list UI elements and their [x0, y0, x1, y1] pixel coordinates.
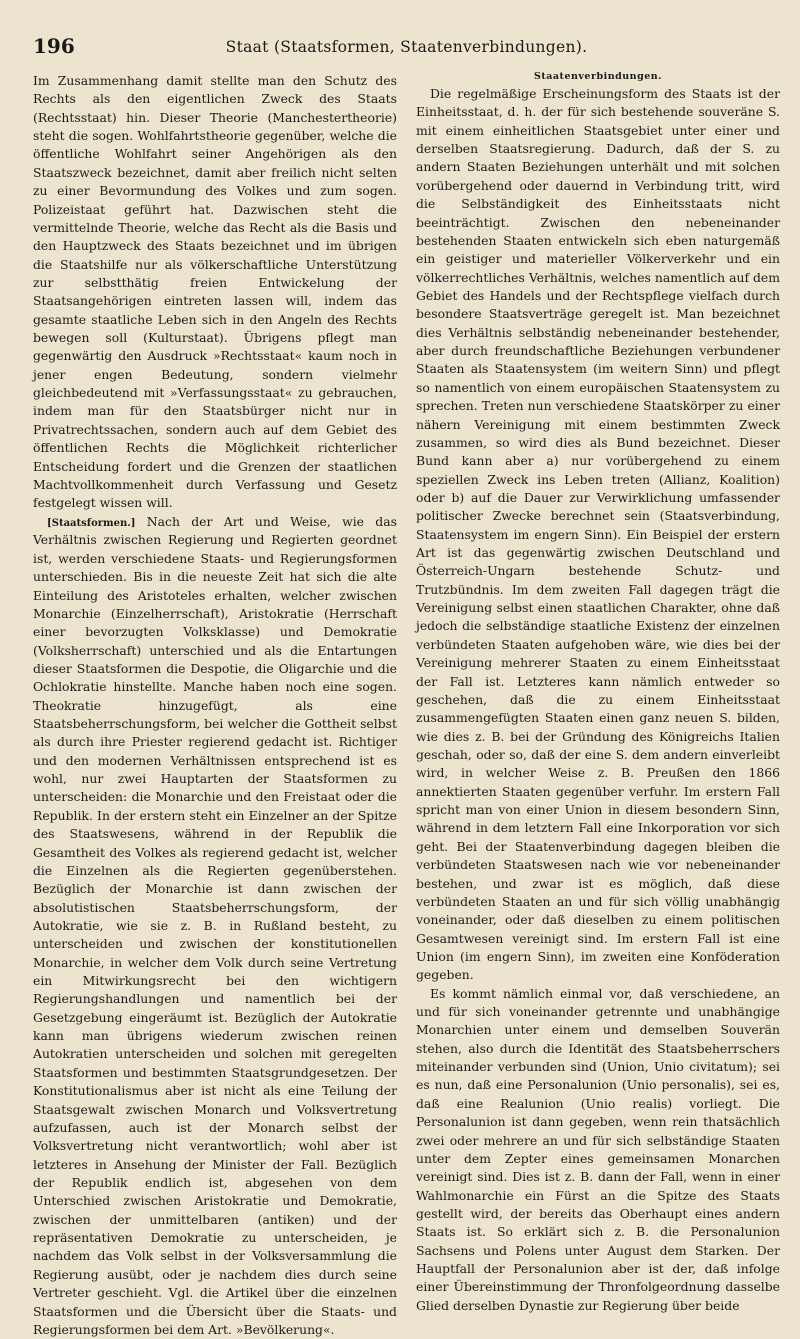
paragraph: Die regelmäßige Erscheinungsform des Staats ist der Einheitsstaat, d. h. der für sich bestehende souveräne S. mit einem einheitlichen Staatsgebiet unter einer und derselben Staatsregierung. Dadurch, daß der S. zu andern Staaten Beziehungen unterhält und mit solchen vorübergehend oder dauernd in Verbindung tritt, wird die Selbständigkeit des Einheitsstaats nicht beeinträchtigt. Zwischen den nebeneinander bestehenden Staaten entwickeln sich eben naturgemäß ein geistiger und materieller Völkerverkehr und ein völkerrechtliches Verhältnis, welches namentlich auf dem Gebiet des Handels und der Rechtspflege vielfach durch besondere Staatsverträge geregelt ist. Man bezeichnet dies Verhältnis selbständig nebeneinander bestehender, aber durch freundschaftliche Beziehungen verbundener Staaten als Staatensystem (im weitern Sinn) und pflegt so namentlich von einem europäischen Staatensystem zu sprechen. Treten nun verschiedene Staatskörper zu einer nähern Vereinigung mit einem bestimmten Zweck zusammen, so wird dies als Bund bezeichnet. Dieser Bund kann aber a) nur vorübergehend zu einem speziellen Zweck ins Leben treten (Allianz, Koalition) oder b) auf die Dauer zur Verwirklichung umfassender politischer Zwecke berechnet sein (Staatsverbindung, Staatensystem im engern Sinn). Ein Beispiel der erstern Art ist das gegenwärtig zwischen Deutschland und Österreich-Ungarn bestehende Schutz- und Trutzbündnis. Im dem zweiten Fall dagegen trägt die Vereinigung selbst einen staatlichen Charakter, ohne daß jedoch die selbständige staatliche Existenz der einzelnen verbündeten Staaten aufgehoben wäre, wie dies bei der Vereinigung mehrerer Staaten zu einem Einheitsstaat der Fall ist. Letzteres kann nämlich entweder so geschehen, daß die zu einem Einheitsstaat zusammengefügten Staaten einen ganz neuen S. bilden, wie dies z. B. bei der Gründung des Königreichs Italien geschah, oder so, daß der eine S. dem andern einverleibt wird, in welcher Weise z. B. Preußen den 1866 annektierten Staaten gegenüber verfuhr. Im erstern Fall spricht man von einer Union in diesem besondern Sinn, während in dem letztern Fall eine Inkorporation vor sich geht. Bei der Staatenverbindung dagegen bleiben die verbündeten Staatswesen nach wie vor nebeneinander bestehen, und zwar ist es möglich, daß diese verbündeten Staaten an und für sich völlig unabhängig voneinander, oder daß dieselben zu einem politischen Gesamtwesen vereinigt sind. Im erstern Fall ist eine Union (im engern Sinn), im zweiten eine Konföderation gegeben. — [416, 86, 780, 983]
text-columns — [33, 72, 780, 1339]
running-head: Staat (Staatsformen, Staatenverbindungen). — [225, 38, 588, 56]
page-number: 196 — [33, 34, 75, 58]
paragraph — [33, 513, 397, 1339]
paragraph-text: Nach der Art und Weise, wie das Verhältnis zwischen Regierung und Regierten geordnet ist, werden verschiedene Staats- und Regierungsformen unterschieden. Bis in die neueste Zeit hat sich die alte Einteilung des Aristoteles erhalten, welcher zwischen Monarchie (Einzelherrschaft), Aristokratie (Herrschaft einer bevorzugten Volksklasse) und Demokratie (Volksherrschaft) unterschied und als die Entartungen dieser Staatsformen die Despotie, die Oligarchie und die Ochlokratie hinstellte. Manche haben noch eine sogen. Theokratie hinzugefügt, als eine Staatsbeherrschungsform, bei welcher die Gottheit selbst als durch ihre Priester regierend gedacht ist. Richtiger und den modernen Verhältnissen entsprechend ist es wohl, nur zwei Hauptarten der Staatsformen zu unterscheiden: die Monarchie und den Freistaat oder die Republik. In der erstern steht ein Einzelner an der Spitze des Staatswesens, während in der Republik die Gesamtheit des Volkes als regierend gedacht ist, welcher die Einzelnen als die Regierten gegenüberstehen. Bezüglich der Monarchie ist dann zwischen der absolutistischen Staatsbeherrschungsform, der Autokratie, wie sie z. B. in Rußland besteht, zu unterscheiden und zwischen der konstitutionellen Monarchie, in welcher dem Volk durch seine Vertretung ein Mitwirkungsrecht bei den wichtigern Regierungshandlungen und namentlich bei der Gesetzgebung eingeräumt ist. Bezüglich der Autokratie kann man übrigens wiederum zwischen reinen Autokratien unterscheiden und solchen mit geregelten Staatsformen und bestimmten Staatsgrundgesetzen. Der Konstitutionalismus aber ist nicht als eine Teilung der Staatsgewalt zwischen Monarch und Volksvertretung aufzufassen, auch ist der Monarch selbst der Volksvertretung nicht verantwortlich; wohl aber ist letzteres in Ansehung der Minister der Fall. Bezüglich der Republik endlich ist, abgesehen von dem Unterschied zwischen Aristokratie und Demokratie, zwischen der unmittelbaren (antiken) und der repräsentativen Demokratie zu unterscheiden, je nachdem das Volk selbst in der Volksversammlung die Regierung ausübt, oder je nachdem dies durch seine Vertreter geschieht. Vgl. die Artikel über die einzelnen Staatsformen und die Übersicht über die Staats- und Regierungsformen bei dem Art. »Bevölkerung«. — [33, 513, 397, 1337]
page-header — [33, 34, 780, 68]
paragraph-heading: [Staatsformen.] — [47, 517, 136, 529]
paragraph: Es kommt nämlich einmal vor, daß verschiedene, an und für sich voneinander getrennte und unabhängige Monarchien unter einem und demselben Souverän stehen, also durch die Identität des Staatsbeherrschers miteinander verbunden sind (Union, Unio civitatum); sei es nun, daß eine Personalunion (Unio personalis), sei es, daß eine Realunion (Unio realis) vorliegt. Die Personalunion ist dann gegeben, wenn rein thatsächlich zwei oder mehrere an und für sich selbständige Staaten unter dem Zepter eines gemeinsamen Monarchen vereinigt sind. Dies ist z. B. dann der Fall, wenn in einer Wahlmonarchie ein Fürst an die Spitze des Staats gestellt wird, der bereits das Oberhaupt eines andern Staats ist. So erklärt sich z. B. die Personalunion Sachsens und Polens unter August dem Starken. Der Hauptfall der Personalunion aber ist der, daß infolge einer Übereinstimmung der Thronfolgeordnung dasselbe Glied derselben Dynastie zur Regierung über beide — [416, 985, 780, 1313]
section-heading: Staatenverbindungen. — [534, 71, 662, 82]
left-column — [33, 72, 397, 1339]
right-column — [416, 72, 780, 1339]
paragraph: Im Zusammenhang damit stellte man den Schutz des Rechts als den eigentlichen Zweck des Staats (Rechtsstaat) hin. Dieser Theorie (Manchestertheorie) steht die sogen. Wohlfahrtstheorie gegenüber, welche die öffentliche Wohlfahrt seiner Angehörigen als den Staatszweck bezeichnet, damit aber freilich nicht selten zu einer Bevormundung des Volkes und zum sogen. Polizeistaat geführt hat. Dazwischen steht die vermittelnde Theorie, welche das Recht als die Basis und den Hauptzweck des Staats bezeichnet und im übrigen die Staatshilfe nur als völkerschaftliche Unterstützung zur selbstthätig freien Entwickelung der Staatsangehörigen eintreten lassen will, indem das gesamte staatliche Leben sich in den Angeln des Rechts bewegen soll (Kulturstaat). Übrigens pflegt man gegenwärtig den Ausdruck »Rechtsstaat« kaum noch in jener engen Bedeutung, sondern vielmehr gleichbedeutend mit »Verfassungsstaat« zu gebrauchen, indem man für den Staatsbürger nicht nur in Privatrechtssachen, sondern auch auf dem Gebiet des öffentlichen Rechts die Möglichkeit richterlicher Entscheidung fordert und die Grenzen der staatlichen Machtvollkommenheit durch Verfassung und Gesetz festgelegt wissen will. — [33, 73, 397, 511]
